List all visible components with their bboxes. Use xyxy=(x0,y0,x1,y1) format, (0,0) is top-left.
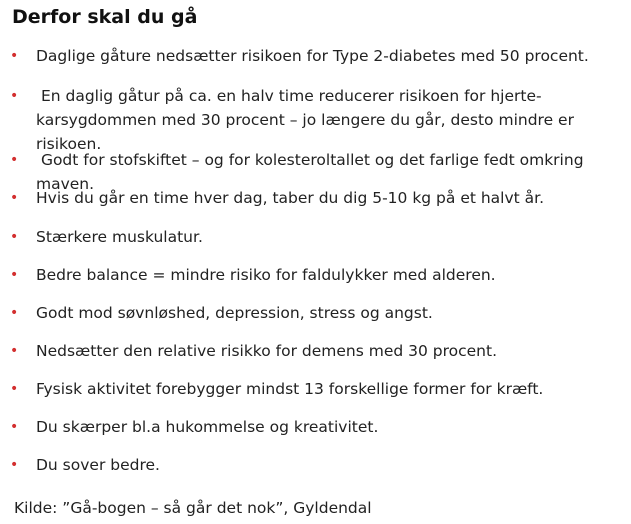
list-item-text: Fysisk aktivitet forebygger mindst 13 forskellige former for kræft. xyxy=(36,380,544,398)
bullet-icon: • xyxy=(10,305,19,321)
list-item-text: Godt for stofskiftet – og for kolesteroltallet og det farlige fedt omkring maven. xyxy=(36,151,589,193)
bullet-icon: • xyxy=(10,190,19,206)
list-item-text: Hvis du går en time hver dag, taber du dig 5-10 kg på et halvt år. xyxy=(36,189,545,207)
list-item-text: Daglige gåture nedsætter risikoen for Type 2-diabetes med 50 procent. xyxy=(36,47,589,65)
source-citation: Kilde: ”Gå-bogen – så går det nok”, Gyldendal xyxy=(14,499,372,517)
list-item-text: Stærkere muskulatur. xyxy=(36,228,203,246)
list-item-text: Nedsætter den relative risikko for demens med 30 procent. xyxy=(36,342,498,360)
list-item-text: Du skærper bl.a hukommelse og kreativitet. xyxy=(36,418,379,436)
bullet-icon: • xyxy=(10,88,19,104)
bullet-icon: • xyxy=(10,343,19,359)
page-heading: Derfor skal du gå xyxy=(12,6,198,28)
list-item-text: Godt mod søvnløshed, depression, stress og angst. xyxy=(36,304,433,322)
bullet-icon: • xyxy=(10,457,19,473)
bullet-icon: • xyxy=(10,267,19,283)
bullet-icon: • xyxy=(10,152,19,168)
bullet-icon: • xyxy=(10,48,19,64)
list-item-text: Du sover bedre. xyxy=(36,456,160,474)
list-item-text: En daglig gåtur på ca. en halv time reducerer risikoen for hjerte- karsygdommen med 30 procent – jo længere du går, desto mindre er risikoen. xyxy=(36,87,574,153)
bullet-icon: • xyxy=(10,419,19,435)
list-item-text: Bedre balance = mindre risiko for faldulykker med alderen. xyxy=(36,266,496,284)
bullet-icon: • xyxy=(10,229,19,245)
bullet-icon: • xyxy=(10,381,19,397)
